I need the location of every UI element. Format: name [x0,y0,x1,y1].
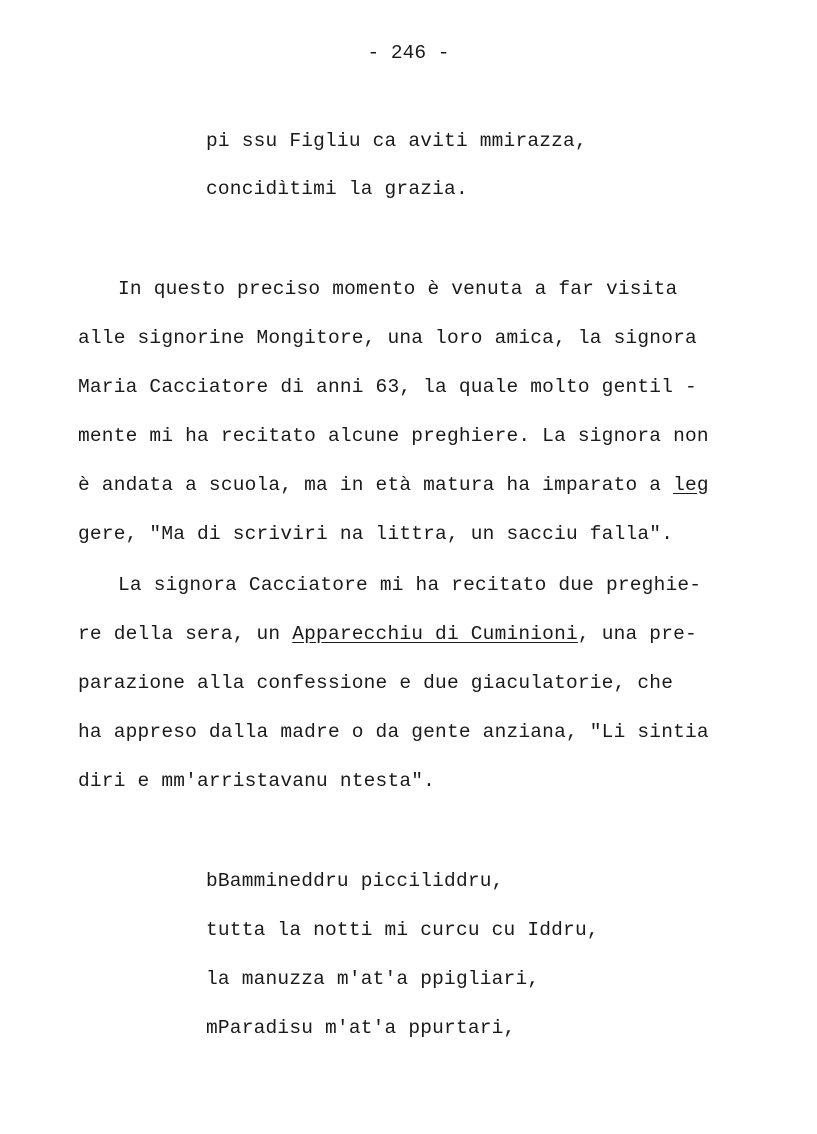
paragraph-line [78,472,709,498]
verse-line: la manuzza m'at'a ppigliari, [206,968,540,990]
paragraph-line: gere, "Ma di scriviri na littra, un sacciu falla". [78,523,674,545]
paragraph-line: In questo preciso momento è venuta a far visita [118,278,678,300]
verse-line: concidìtimi la grazia. [206,178,468,200]
paragraph-line: Maria Cacciatore di anni 63, la quale molto gentil - [78,376,697,398]
paragraph-line: mente mi ha recitato alcune preghiere. La signora non [78,425,709,447]
paragraph-line: diri e mm'arristavanu ntesta". [78,770,436,792]
paragraph-line: ha appreso dalla madre o da gente anziana, "Li sintia [78,721,709,743]
page-number: - 246 - [367,42,450,64]
prayer-title: Apparecchiu di Cuminioni [292,623,578,645]
paragraph-line: La signora Cacciatore mi ha recitato due preghie- [118,574,702,596]
text-segment: g [696,474,709,496]
paragraph-line: alle signorine Mongitore, una loro amica, la signora [78,327,697,349]
verse-line: pi ssu Figliu ca aviti mmirazza, [206,130,587,152]
text-segment: , una pre- [577,623,697,645]
verse-line: tutta la notti mi curcu cu Iddru, [206,919,599,941]
verse-line: bBammineddru picciliddru, [206,870,504,892]
paragraph-line: parazione alla confessione e due giaculatorie, che [78,672,674,694]
text-segment: re della sera, un [78,623,293,645]
verse-line: mParadisu m'at'a ppurtari, [206,1017,516,1039]
paragraph-line [78,621,697,647]
text-segment: è andata a scuola, ma in età matura ha imparato a [78,474,674,496]
underlined-text: le [673,474,697,496]
